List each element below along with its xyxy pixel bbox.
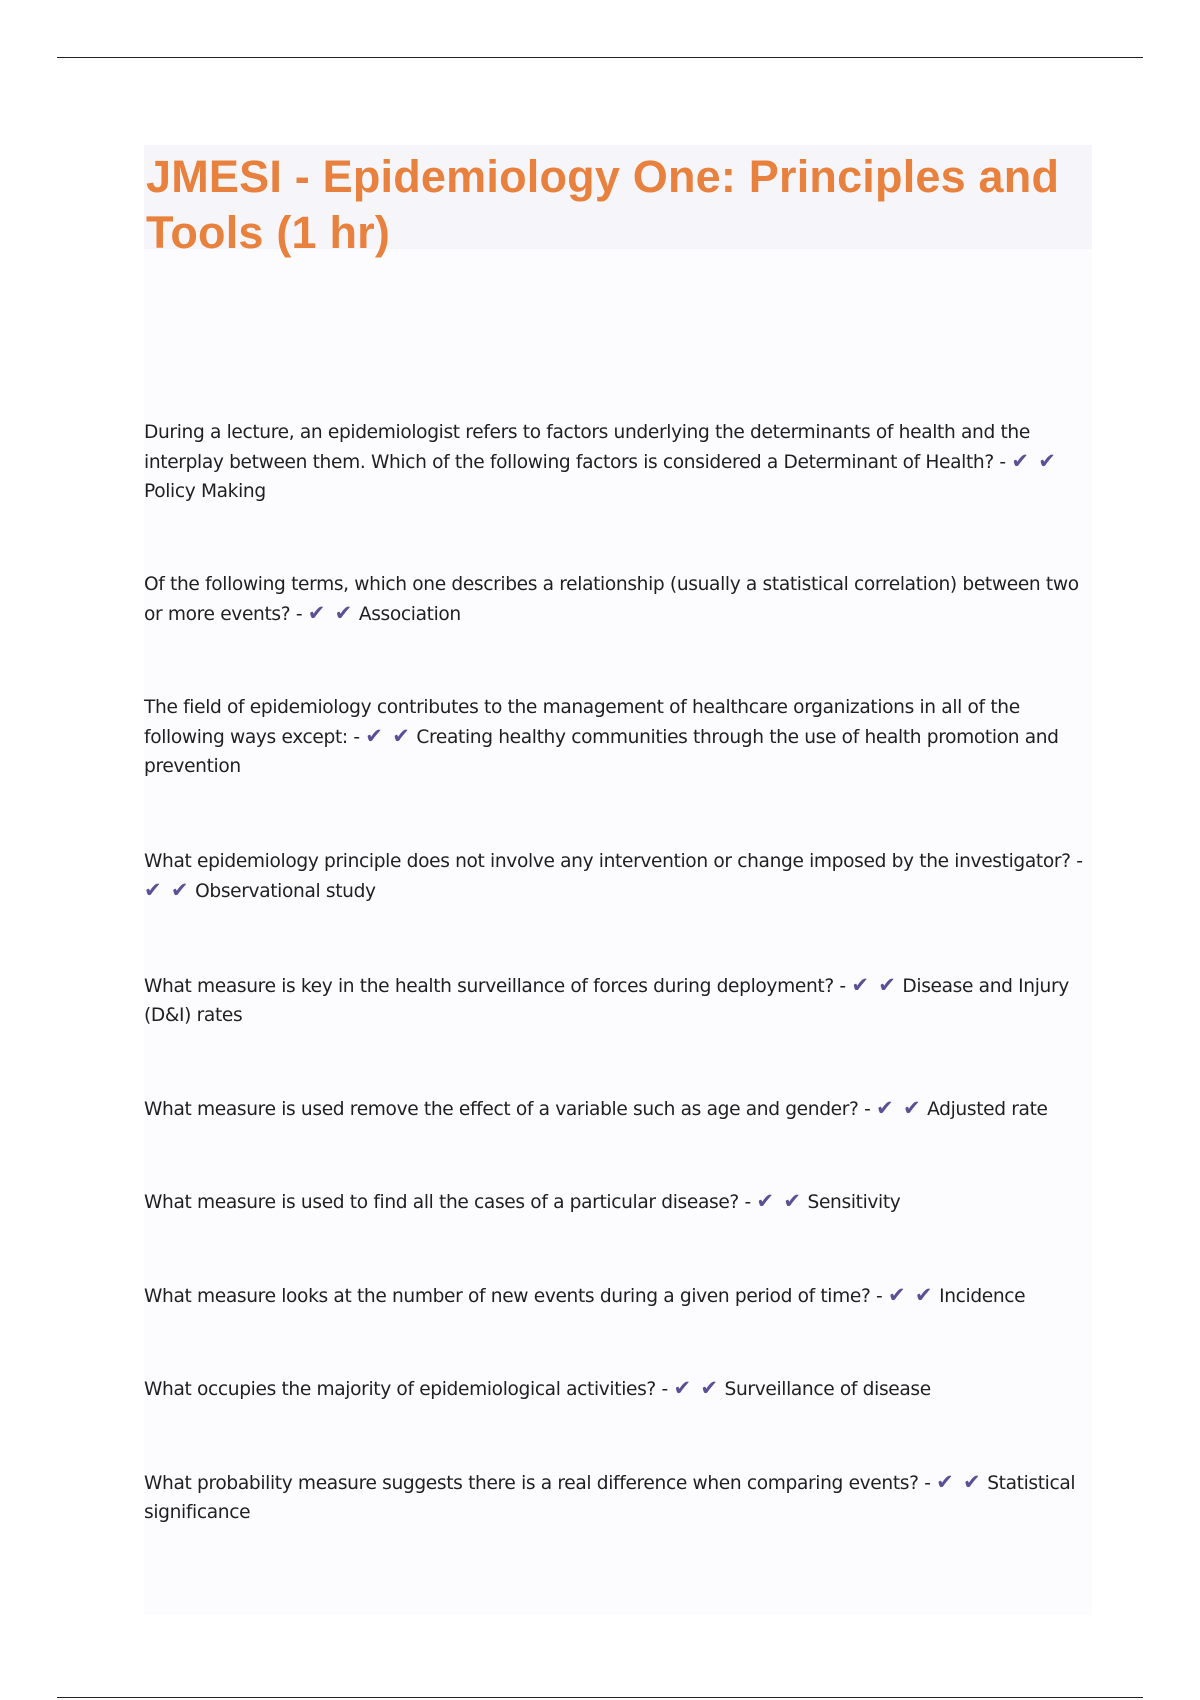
answer-text: Surveillance of disease	[724, 1378, 931, 1400]
answer-text: Policy Making	[144, 480, 266, 502]
answer-text: Statistical significance	[144, 1472, 1076, 1523]
double-check-icon: ✔ ✔	[851, 972, 897, 997]
question-text: Of the following terms, which one describes a relationship (usually a statistical correlation) between two or more events? -	[144, 573, 1079, 625]
question-text: What measure is used to find all the cases of a particular disease? -	[144, 1191, 751, 1213]
qa-item	[144, 1187, 1092, 1217]
answer-text: Disease and Injury (D&I) rates	[144, 975, 1069, 1026]
answer-text: Observational study	[195, 880, 376, 902]
question-text: What occupies the majority of epidemiological activities? -	[144, 1378, 668, 1400]
question-text: What measure is used remove the effect of a variable such as age and gender? -	[144, 1098, 871, 1120]
double-check-icon: ✔ ✔	[1011, 448, 1057, 473]
double-check-icon: ✔ ✔	[673, 1375, 719, 1400]
document-page	[144, 145, 1092, 1615]
answer-text: Creating healthy communities through the use of health promotion and prevention	[144, 726, 1059, 777]
answer-text: Incidence	[939, 1285, 1026, 1307]
question-text: The field of epidemiology contributes to the management of healthcare organizations in all of the following ways except: -	[144, 696, 1020, 748]
document-title: JMESI - Epidemiology One: Principles and Tools (1 hr)	[146, 151, 1060, 258]
double-check-icon: ✔ ✔	[936, 1469, 982, 1494]
double-check-icon: ✔ ✔	[365, 723, 411, 748]
answer-text: Sensitivity	[807, 1191, 901, 1213]
qa-item	[144, 1094, 1092, 1124]
qa-item	[144, 971, 1092, 1030]
qa-item	[144, 1281, 1092, 1311]
double-check-icon: ✔ ✔	[307, 600, 354, 625]
question-text: What measure is key in the health surveillance of forces during deployment? -	[144, 975, 846, 997]
qa-item	[144, 1374, 1092, 1404]
bottom-rule	[57, 1697, 1143, 1698]
double-check-icon: ✔ ✔	[144, 877, 190, 902]
qa-item	[144, 847, 1092, 906]
title-banner	[144, 145, 1092, 258]
question-text: What probability measure suggests there is a real difference when comparing events? -	[144, 1472, 931, 1494]
question-text: What epidemiology principle does not involve any intervention or change imposed by the investigator? -	[144, 850, 1083, 872]
double-check-icon: ✔ ✔	[756, 1188, 802, 1213]
answer-text: Association	[358, 603, 461, 625]
answer-text: Adjusted rate	[927, 1098, 1048, 1120]
qa-item	[144, 570, 1092, 629]
top-rule	[57, 57, 1143, 58]
double-check-icon: ✔ ✔	[887, 1282, 934, 1307]
qa-item	[144, 1468, 1092, 1527]
double-check-icon: ✔ ✔	[876, 1095, 922, 1120]
question-text: During a lecture, an epidemiologist refers to factors underlying the determinants of health and the interplay between them. Which of the following factors is considered a Determinant of Health? -	[144, 421, 1030, 473]
question-text: What measure looks at the number of new events during a given period of time? -	[144, 1285, 883, 1307]
qa-item	[144, 693, 1092, 781]
qa-item	[144, 418, 1092, 506]
